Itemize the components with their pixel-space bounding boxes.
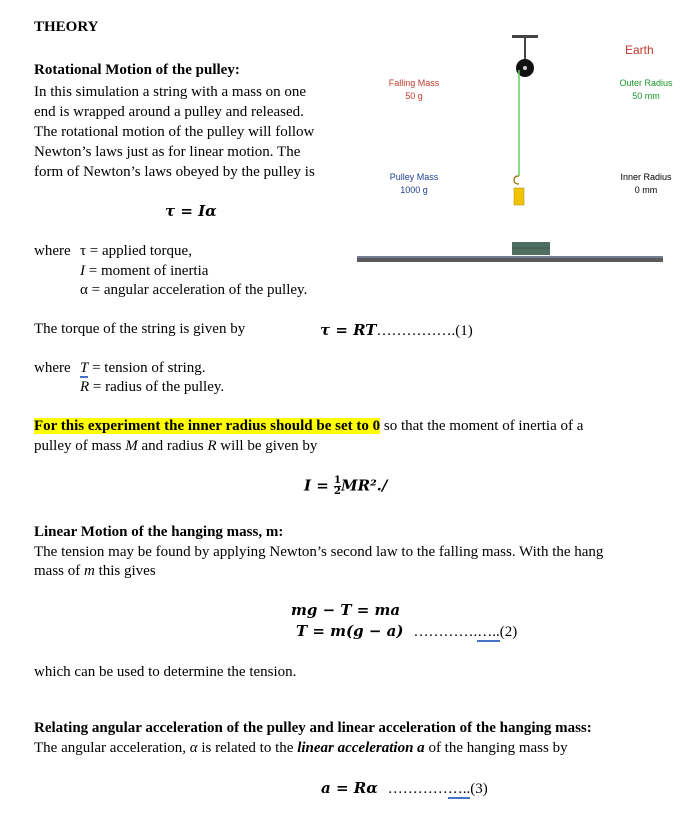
rotational-line-4: Newton’s laws just as for linear motion. The [34,144,301,160]
eq3-dots: ………… [387,781,448,797]
acceleration-equation [321,779,488,798]
theory-heading: THEORY [34,19,99,35]
relating-line-c: of the hanging mass by [424,740,568,756]
earth-label[interactable]: Earth [625,43,654,57]
inner-radius-value[interactable]: 0 mm [634,185,658,195]
where-label: where [34,243,71,259]
tension-formula: T = m(g − a) [296,622,404,640]
inertia-line-2 [34,438,317,455]
falling-mass-label: Falling Mass [388,78,440,88]
torque-rt-equation [320,321,473,340]
where2-label: where [34,360,71,376]
tension-symbol: T [80,360,89,376]
eq3-underlined-dots: ….. [447,781,471,797]
torque-equation: τ = Iα [165,202,217,220]
newton-second-law-equation: mg − T = ma [291,601,401,619]
equation-2-number: (2) [499,624,518,640]
inertia-line-1-rest: so that the moment of inertia of a [380,418,584,434]
inertia-lhs: I = [304,476,335,495]
inertia-line-2-a: pulley of mass [34,438,126,454]
where-tau: τ = applied torque, [80,243,192,259]
tension-usage-text: which can be used to determine the tension. [34,664,297,680]
radius-symbol-2: R [207,438,217,454]
one-half-fraction [334,476,341,497]
simulation-graphics [350,30,690,275]
equation-3-number: (3) [470,781,488,797]
rotational-line-2: end is wrapped around a pulley and released. [34,104,304,120]
pulley-simulation [350,30,690,275]
inertia-line-1 [34,418,583,435]
linear-line-2-b: this gives [94,563,156,579]
inertia-line-2-c: will be given by [216,438,318,454]
rotational-line-3: The rotational motion of the pulley will follow [34,124,315,140]
alpha-symbol: α [189,740,198,756]
rotational-heading: Rotational Motion of the pulley: [34,62,240,78]
rotational-line-1: In this simulation a string with a mass on one [34,84,307,100]
where-inertia [80,263,208,280]
pulley-axle-rod [524,37,526,59]
hanging-mass[interactable] [514,188,524,205]
mass-hook [514,176,519,184]
inner-radius-highlight: For this experiment the inner radius should be set to 0 [34,418,381,434]
outer-radius-label: Outer Radius [619,78,673,88]
eq2-underlined-dots: ….. [477,624,500,640]
hanging-mass-symbol: m [84,563,95,579]
pulley-mass-value[interactable]: 1000 g [400,185,428,195]
falling-mass-value[interactable]: 50 g [405,91,423,101]
inner-radius-label: Inner Radius [620,172,672,182]
mass-symbol: M [125,438,138,454]
rotational-line-5: form of Newton’s laws obeyed by the pulley is [34,164,315,180]
relating-line-a: The angular acceleration, [34,740,190,756]
tau-rt: τ = RT [320,321,377,339]
inertia-definition: = moment of inertia [85,263,209,279]
fraction-numerator: 1 [334,475,341,486]
radius-symbol: R [80,379,90,395]
fraction-denominator: 2 [334,486,341,497]
inertia-equation [304,476,387,497]
a-r-alpha: a = Rα [321,779,378,797]
inertia-line-2-b: and radius [137,438,208,454]
linear-line-2 [34,563,156,580]
where-tension [80,360,206,377]
relating-line-b: is related to the [197,740,298,756]
linear-acceleration-term: linear acceleration a [297,740,425,756]
pulley-hub [523,66,527,70]
relating-line [34,740,568,757]
linear-heading: Linear Motion of the hanging mass, m: [34,524,284,540]
equation-1-number: …………….(1) [376,323,473,339]
radius-definition: = radius of the pulley. [89,379,225,395]
linear-line-1: The tension may be found by applying Newton’s second law to the falling mass. With the hang [34,544,604,560]
torque-string-text: The torque of the string is given by [34,321,246,337]
inertia-symbol: I [80,263,85,279]
inertia-rhs: MR²./ [341,476,388,495]
outer-radius-value[interactable]: 50 mm [632,91,660,101]
tension-definition: = tension of string. [88,360,206,376]
where-radius [80,379,224,396]
linear-line-2-a: mass of [34,563,84,579]
eq2-dots: …………. [413,624,478,640]
relating-heading: Relating angular acceleration of the pulley and linear acceleration of the hanging mass: [34,720,592,736]
rotational-paragraph [34,82,315,182]
pulley-mass-label: Pulley Mass [389,172,439,182]
where-alpha: α = angular acceleration of the pulley. [80,282,308,298]
tension-equation [296,622,517,641]
